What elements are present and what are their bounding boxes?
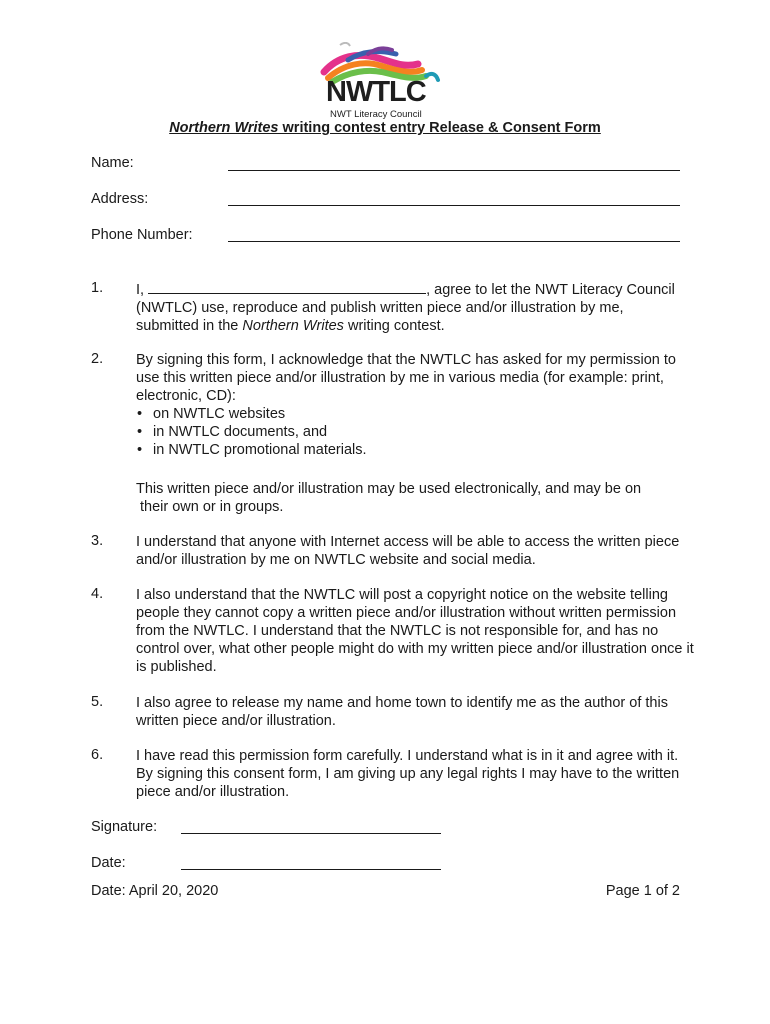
consent-item-5 [136, 694, 696, 730]
date-label: Date: [91, 855, 126, 871]
note-line-2: their own or in groups. [140, 499, 284, 515]
title-rest: writing contest entry Release & Consent Form [278, 120, 601, 136]
phone-label: Phone Number: [91, 227, 193, 243]
item-1-emphasis: Northern Writes [242, 318, 344, 334]
phone-field[interactable] [228, 241, 680, 242]
item-3-text: I understand that anyone with Internet access will be able to access the written piece and/or illustration by me on NWTLC website and social media. [136, 534, 680, 568]
name-field[interactable] [228, 170, 680, 171]
logo-subtitle: NWT Literacy Council [330, 109, 422, 120]
item-6-text: I have read this permission form carefully. I understand what is in it and agree with it. By signing this consent form, I am giving up any legal rights I may have to the written piece and/or illustration. [136, 748, 680, 800]
item-number: 6. [91, 747, 104, 763]
item-4-text: I also understand that the NWTLC will post a copyright notice on the website telling people they cannot copy a written piece and/or illustration without written permission from the NWTLC. I understand that the NWTLC is not responsible for, and has no control over, what other people might do with my written piece and/or illustration once it is published. [136, 587, 694, 675]
name-label: Name: [91, 155, 134, 171]
footer-date: Date: April 20, 2020 [91, 883, 219, 899]
date-field[interactable] [181, 869, 441, 870]
consent-item-2 [136, 351, 696, 459]
consent-item-3 [136, 533, 696, 569]
item-1-before: I, [136, 282, 149, 298]
item-number: 1. [91, 280, 104, 296]
address-field[interactable] [228, 205, 680, 206]
item-number: 2. [91, 351, 104, 367]
nwtlc-logo [318, 42, 448, 120]
page-number: Page 1 of 2 [605, 883, 680, 899]
address-label: Address: [91, 191, 149, 207]
consent-item-1 [136, 280, 684, 335]
note-line-1: This written piece and/or illustration may be used electronically, and may be on [136, 481, 642, 497]
item-number: 5. [91, 694, 104, 710]
item-2-text: By signing this form, I acknowledge that the NWTLC has asked for my permission to use this written piece and/or illustration by me in various media (for example: print, electronic, CD): [136, 352, 676, 404]
consent-item-6 [136, 747, 686, 801]
form-title [0, 120, 770, 136]
media-list [136, 405, 696, 459]
logo-wordmark: NWTLC [326, 76, 426, 108]
list-item: • in NWTLC documents, and [136, 423, 696, 441]
item-5-text: I also agree to release my name and home town to identify me as the author of this written piece and/or illustration. [136, 695, 668, 729]
item-1-after: , agree to let the NWT Literacy Council (NWTLC) use, reproduce and publish written piece and/or illustration by me, submitted in the [136, 282, 675, 334]
list-item: • in NWTLC promotional materials. [136, 441, 696, 459]
item-number: 3. [91, 533, 104, 549]
item-1-end: writing contest. [343, 318, 445, 334]
signature-field[interactable] [181, 833, 441, 834]
list-item: • on NWTLC websites [136, 405, 696, 423]
name-blank-field[interactable] [148, 280, 426, 294]
item-number: 4. [91, 586, 104, 602]
signature-label: Signature: [91, 819, 158, 835]
item-2-note [136, 480, 696, 516]
title-emphasis: Northern Writes [169, 120, 279, 136]
consent-item-4 [136, 586, 696, 676]
